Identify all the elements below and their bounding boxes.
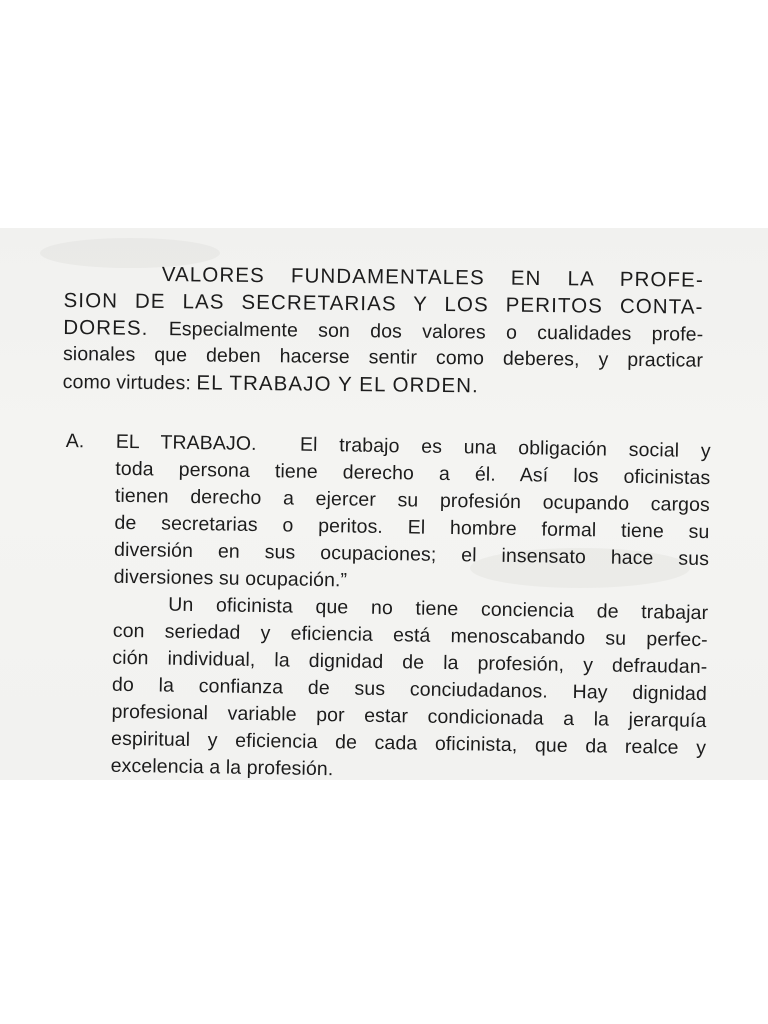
paragraph2-line-3: ción individual, la dignidad de la profesión, y defraudan-	[112, 646, 708, 679]
scanned-document	[0, 228, 768, 780]
intro-line-5-caps: EL TRABAJO Y EL ORDEN.	[196, 371, 480, 398]
intro-line-5-text: como virtudes:	[62, 370, 192, 395]
section-a-body	[110, 429, 710, 780]
section-a-line-4: de secretarias o peritos. El hombre formal tiene su	[114, 511, 710, 544]
paragraph2-line-7: excelencia a la profesión.	[110, 754, 334, 780]
intro-line-2: SION DE LAS SECRETARIAS Y LOS PERITOS CONTA-	[63, 288, 704, 319]
intro-line-1: VALORES FUNDAMENTALES EN LA PROFE-	[161, 263, 704, 292]
intro-line-3-caps: DORES.	[63, 315, 149, 340]
paragraph2-line-4: do la confianza de sus conciudadanos. Hay dignidad	[111, 673, 708, 706]
intro-paragraph	[63, 260, 704, 402]
paragraph2-line-6: espiritual y eficiencia de cada oficinista, que da realce y	[110, 727, 707, 760]
paragraph2-line-2: con seriedad y eficiencia está menoscabando su perfec-	[112, 619, 708, 652]
section-a-line-2: toda persona tiene derecho a él. Así los oficinistas	[115, 457, 711, 490]
section-a-label: A.	[65, 429, 85, 453]
section-a-line-3: tienen derecho a ejercer su profesión ocupando cargos	[114, 484, 711, 517]
section-a	[65, 428, 712, 780]
section-a-line-1-text: El trabajo es una obligación social y	[299, 433, 711, 463]
paragraph2-line-5: profesional variable por estar condicionada a la jerarquía	[111, 700, 707, 733]
intro-line-3-text: Especialmente son dos valores o cualidades profe-	[168, 318, 704, 346]
paragraph2-line-1: Un oficinista que no tiene conciencia de trabajar	[168, 593, 709, 625]
section-a-line-5: diversión en sus ocupaciones; el insensato hace sus	[113, 538, 710, 571]
intro-line-4: sionales que deben hacerse sentir como deberes, y practicar	[62, 342, 704, 372]
section-a-heading: EL TRABAJO.	[115, 430, 257, 455]
section-a-line-6: diversiones su ocupación.”	[113, 565, 348, 592]
